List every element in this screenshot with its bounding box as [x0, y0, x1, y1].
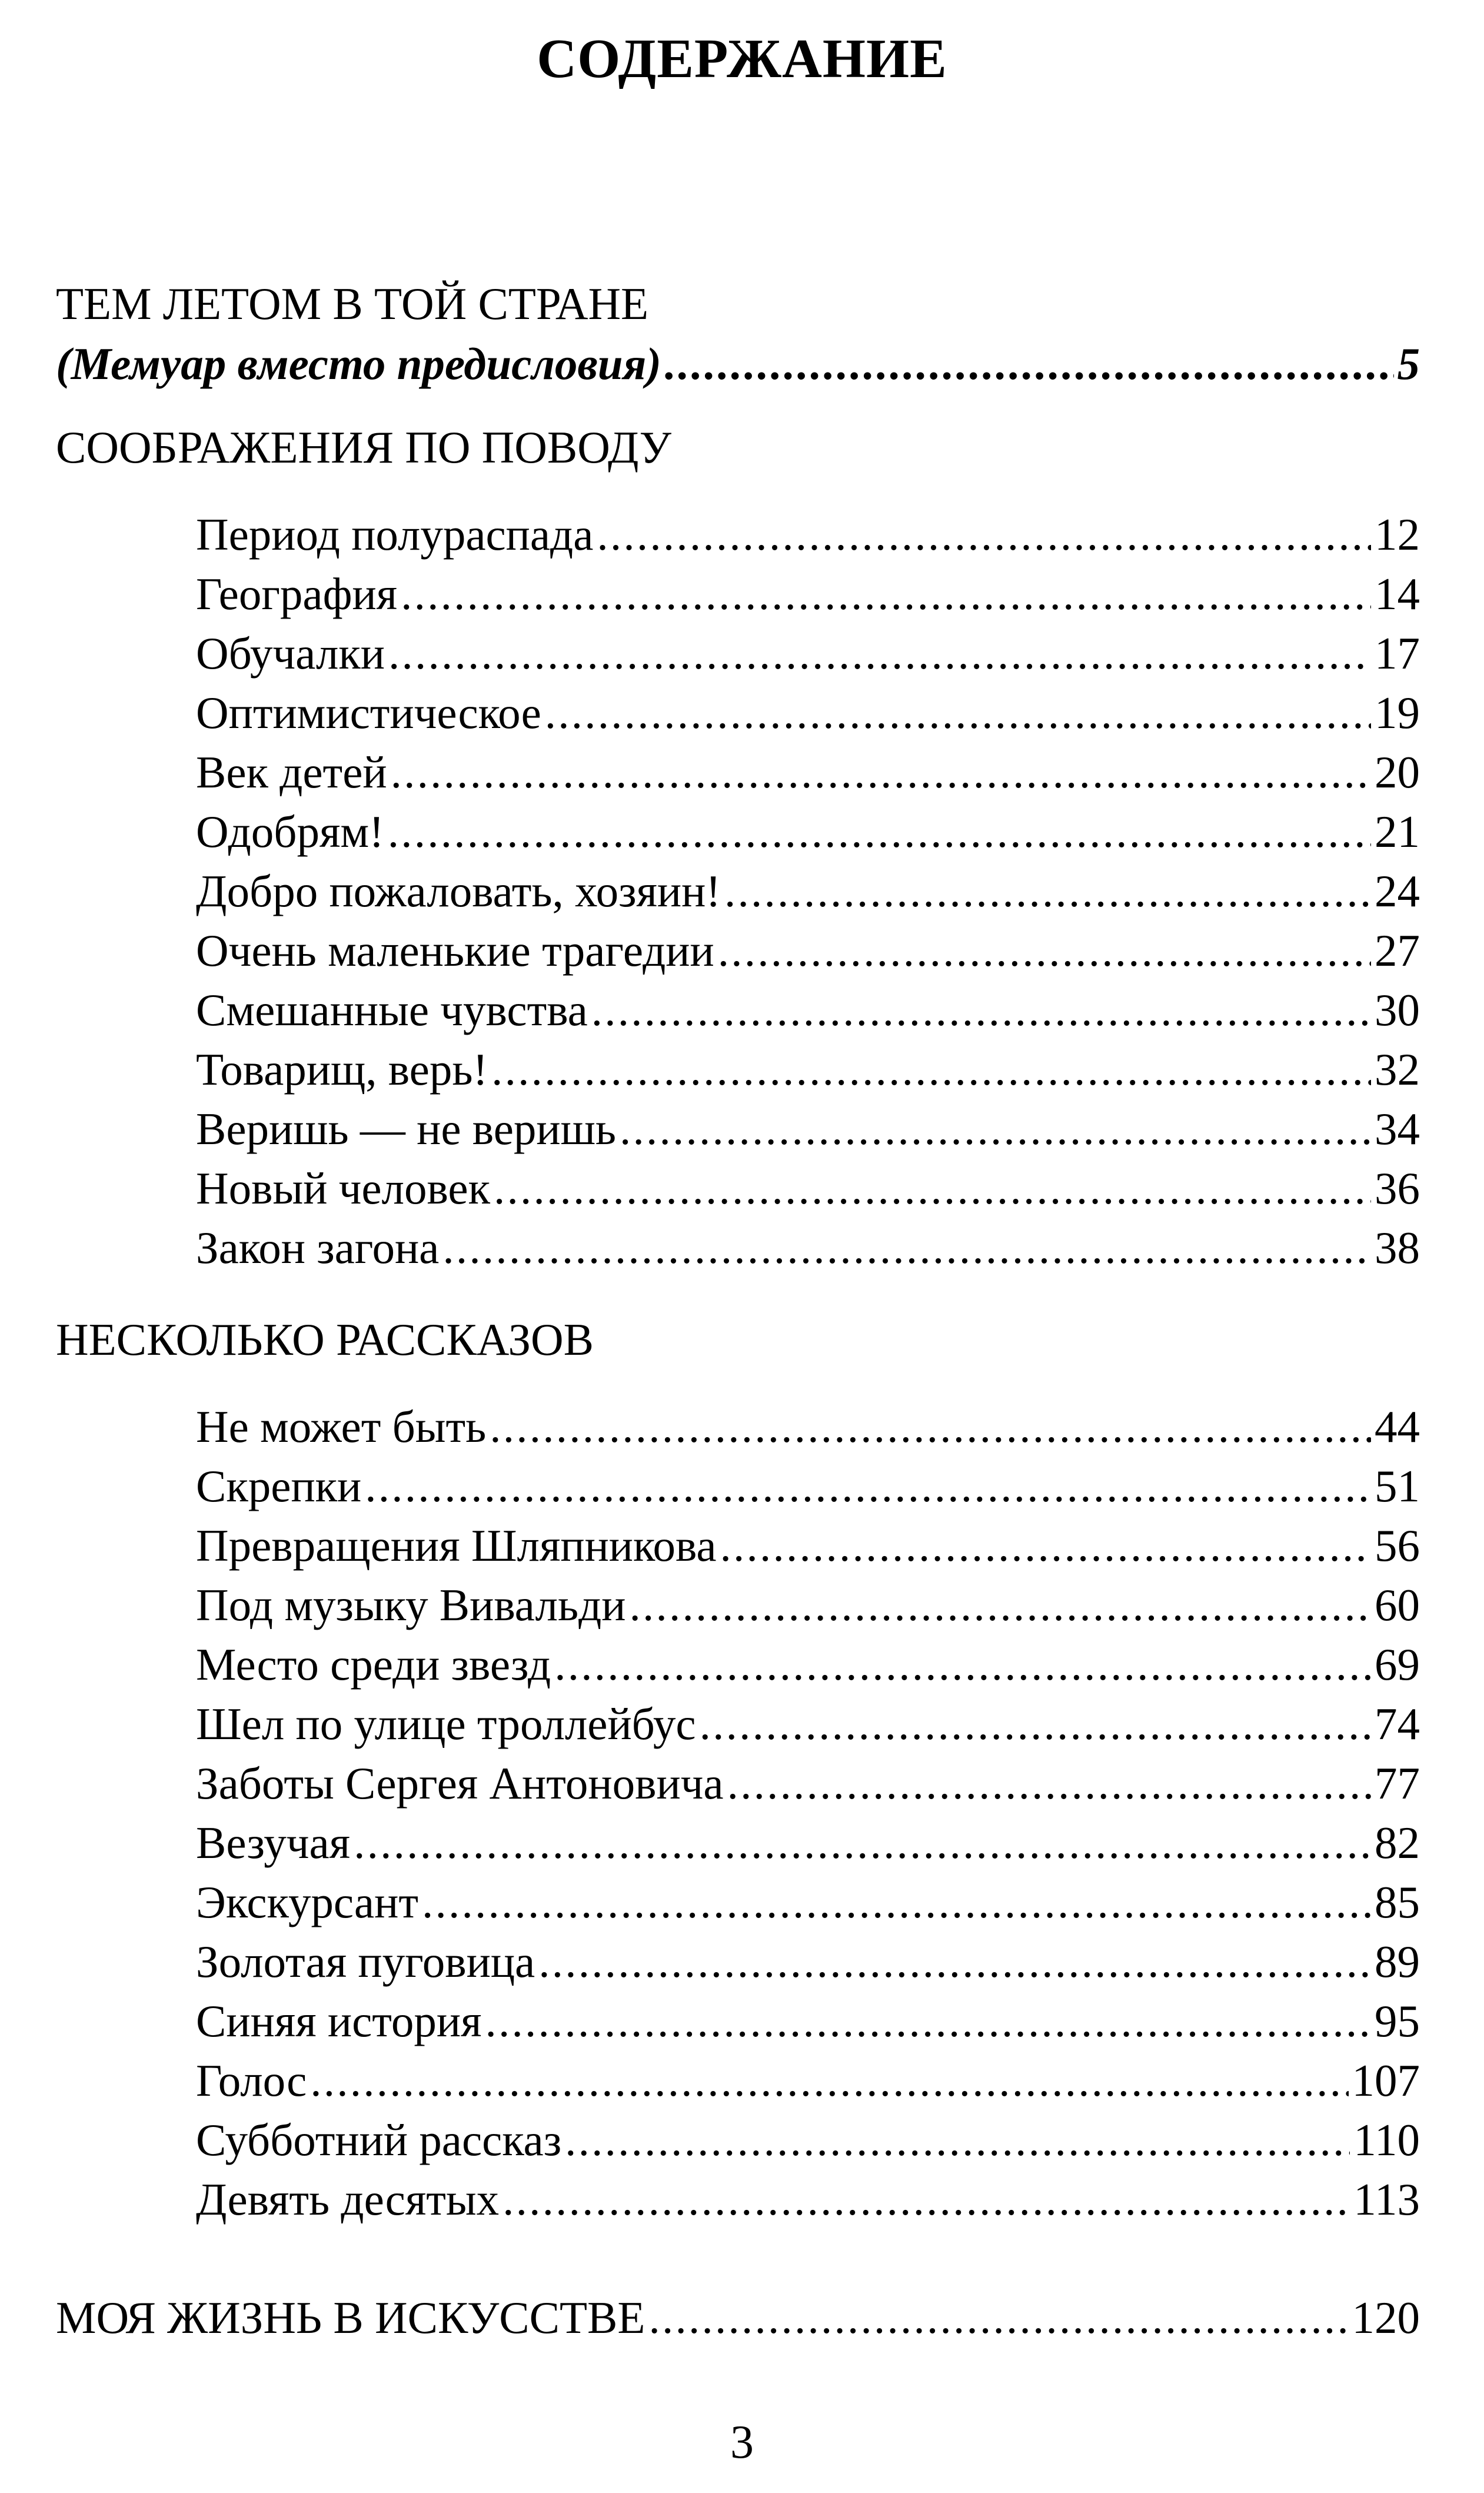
dot-leader [700, 1696, 1371, 1752]
toc-entry[interactable] [196, 744, 1420, 800]
entry-page: 60 [1375, 1580, 1420, 1630]
dot-leader [494, 1160, 1371, 1216]
entry-title: Новый человек [196, 1163, 490, 1214]
entry-page: 12 [1375, 509, 1420, 560]
entry-page: 34 [1375, 1103, 1420, 1154]
toc-entry[interactable] [196, 625, 1420, 682]
entry-page: 19 [1375, 687, 1420, 738]
entry-page: 30 [1375, 985, 1420, 1035]
dot-leader [503, 2171, 1350, 2228]
entry-title: Место среди звезд [196, 1639, 551, 1690]
entry-title: Везучая [196, 1817, 351, 1868]
toc-entry[interactable] [196, 506, 1420, 563]
entry-page: 85 [1375, 1877, 1420, 1927]
toc-entry[interactable] [196, 1577, 1420, 1633]
entry-title: Экскурсант [196, 1877, 418, 1927]
entry-page: 113 [1353, 2174, 1420, 2225]
entry-title: Превращения Шляпникова [196, 1520, 717, 1571]
dot-leader [718, 922, 1371, 979]
entry-title: Золотая пуговица [196, 1936, 535, 1987]
toc-entry[interactable] [196, 982, 1420, 1038]
dot-leader [391, 744, 1371, 800]
section-heading-label: СООБРАЖЕНИЯ ПО ПОВОДУ [56, 422, 672, 473]
entry-page: 89 [1375, 1936, 1420, 1987]
dot-leader [490, 1398, 1371, 1455]
toc-entry[interactable] [196, 1160, 1420, 1216]
toc-entry[interactable] [196, 2171, 1420, 2228]
toc-entry[interactable] [196, 863, 1420, 919]
entry-title: Шел по улице троллейбус [196, 1698, 696, 1749]
dot-leader [442, 1219, 1371, 1276]
entry-page: 74 [1375, 1698, 1420, 1749]
toc-entry[interactable] [196, 2112, 1420, 2168]
entry-page: 56 [1375, 1520, 1420, 1571]
entry-page: 36 [1375, 1163, 1420, 1214]
toc-entry[interactable] [196, 1219, 1420, 1276]
dot-leader [388, 625, 1371, 682]
dot-leader [354, 1814, 1371, 1871]
dot-leader [591, 982, 1371, 1038]
toc-entry[interactable] [196, 1933, 1420, 1990]
entry-title: Субботний рассказ [196, 2115, 562, 2165]
entry-page: 110 [1353, 2115, 1420, 2165]
entry-title: Товарищ, верь! [196, 1044, 488, 1095]
entry-title: Закон загона [196, 1222, 440, 1273]
toc-entry[interactable] [56, 335, 1420, 392]
dot-leader [720, 1517, 1371, 1574]
toc-entry[interactable] [196, 2052, 1420, 2109]
entry-page: 82 [1375, 1817, 1420, 1868]
dot-leader [665, 335, 1394, 392]
entry-page: 5 [1397, 338, 1420, 389]
toc-entry[interactable] [196, 1696, 1420, 1752]
entry-title: Голос [196, 2055, 307, 2106]
dot-leader [727, 1755, 1371, 1811]
dot-leader [485, 1993, 1372, 2049]
entry-title: Скрепки [196, 1461, 362, 1511]
entry-title: Не может быть [196, 1401, 487, 1452]
dot-leader [620, 1101, 1371, 1157]
dot-leader [565, 2112, 1350, 2168]
toc-entry[interactable] [196, 922, 1420, 979]
entry-title: Одобрям! [196, 806, 384, 857]
dot-leader [388, 803, 1371, 860]
entry-title: География [196, 569, 398, 619]
entry-page: 69 [1375, 1639, 1420, 1690]
dot-leader [310, 2052, 1348, 2109]
dot-leader [545, 684, 1371, 741]
entry-title: Заботы Сергея Антоновича [196, 1758, 724, 1809]
section-heading[interactable] [56, 1311, 1420, 1368]
entry-title: МОЯ ЖИЗНЬ В ИСКУССТВЕ [56, 2292, 645, 2343]
entry-title: Очень маленькие трагедии [196, 925, 714, 976]
dot-leader [629, 1577, 1371, 1633]
entry-title: (Мемуар вместо предисловия) [56, 338, 661, 389]
section-heading-label: НЕСКОЛЬКО РАССКАЗОВ [56, 1314, 594, 1365]
entry-title: Синяя история [196, 1996, 482, 2046]
entry-page: 24 [1375, 866, 1420, 916]
entry-title: Оптимистическое [196, 687, 541, 738]
entry-title: Век детей [196, 747, 387, 797]
entry-title: Смешанные чувства [196, 985, 588, 1035]
entry-page: 107 [1352, 2055, 1420, 2106]
toc-entry[interactable] [196, 1814, 1420, 1871]
entry-page: 51 [1375, 1461, 1420, 1511]
toc-entry[interactable] [196, 1517, 1420, 1574]
entry-page: 120 [1352, 2292, 1420, 2343]
dot-leader [365, 1458, 1371, 1514]
entry-title: Веришь — не веришь [196, 1103, 616, 1154]
toc-entry[interactable] [196, 1874, 1420, 1930]
entry-page: 32 [1375, 1044, 1420, 1095]
dot-leader [648, 2289, 1348, 2346]
toc-entry[interactable] [196, 1398, 1420, 1455]
toc-entry[interactable] [196, 566, 1420, 622]
toc-entry[interactable] [196, 1041, 1420, 1098]
toc-entry[interactable] [196, 1993, 1420, 2049]
entry-title: Обучалки [196, 628, 385, 679]
toc-entry[interactable] [196, 1458, 1420, 1514]
section-heading[interactable] [56, 419, 1420, 476]
entry-page: 21 [1375, 806, 1420, 857]
section-heading[interactable] [56, 275, 1420, 332]
dot-leader [724, 863, 1371, 919]
section-heading-label: ТЕМ ЛЕТОМ В ТОЙ СТРАНЕ [56, 278, 649, 329]
dot-leader [554, 1636, 1371, 1693]
toc-entry[interactable] [196, 1755, 1420, 1811]
dot-leader [422, 1874, 1371, 1930]
toc-entry[interactable] [196, 1636, 1420, 1693]
dot-leader [401, 566, 1371, 622]
entry-title: Добро пожаловать, хозяин! [196, 866, 721, 916]
entry-page: 44 [1375, 1401, 1420, 1452]
entry-page: 77 [1375, 1758, 1420, 1809]
entry-page: 17 [1375, 628, 1420, 679]
entry-page: 95 [1375, 1996, 1420, 2046]
entry-title: Период полураспада [196, 509, 594, 560]
toc-entry[interactable] [196, 684, 1420, 741]
toc-entry[interactable] [196, 803, 1420, 860]
dot-leader [538, 1933, 1371, 1990]
page-number: 3 [730, 2416, 754, 2468]
dot-leader [491, 1041, 1371, 1098]
entry-title: Под музыку Вивальди [196, 1580, 626, 1630]
entry-page: 38 [1375, 1222, 1420, 1273]
entry-page: 27 [1375, 925, 1420, 976]
entry-page: 20 [1375, 747, 1420, 797]
toc-entry[interactable] [196, 1101, 1420, 1157]
toc-entry[interactable] [56, 2289, 1420, 2346]
page-title: СОДЕРЖАНИЕ [537, 28, 947, 89]
dot-leader [597, 506, 1371, 563]
entry-page: 14 [1375, 569, 1420, 619]
entry-title: Девять десятых [196, 2174, 500, 2225]
